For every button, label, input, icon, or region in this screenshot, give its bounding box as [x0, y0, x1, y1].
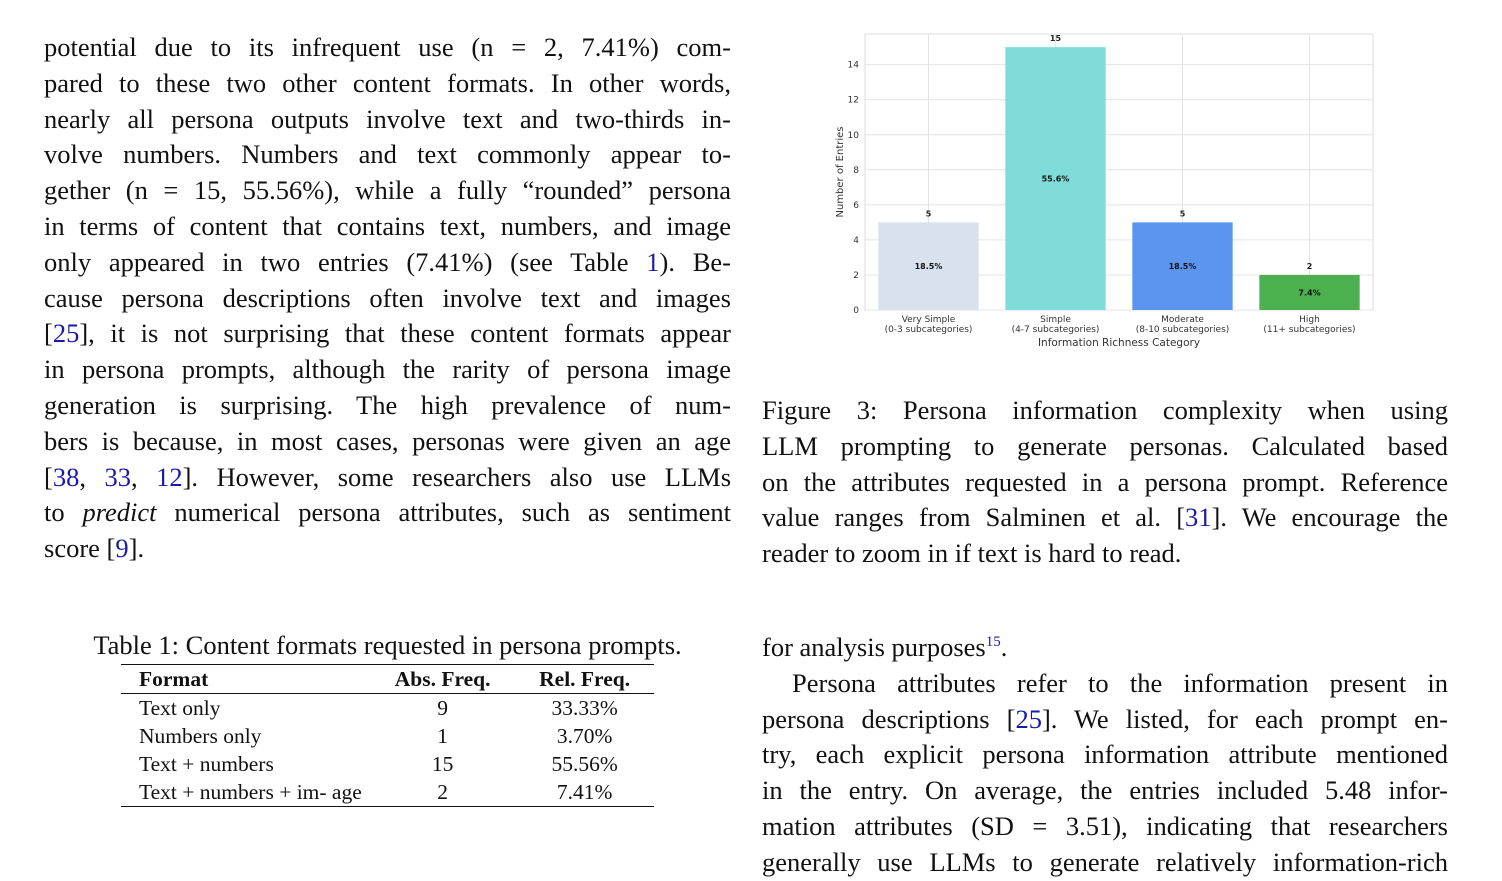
x-tick-label: Moderate [1161, 315, 1204, 325]
x-tick-label: (8-10 subcategories) [1135, 325, 1230, 335]
x-tick-label: Very Simple [901, 315, 956, 325]
text-line: in terms of content that contains text, numbers, and image [44, 210, 731, 241]
table-cell: Text only [139, 696, 221, 720]
table-cell: 33.33% [551, 696, 618, 720]
y-tick-label: 14 [847, 60, 859, 71]
table-cell: 9 [437, 696, 448, 720]
y-axis-label: Number of Entries [835, 126, 846, 218]
citation-link[interactable]: 12 [156, 461, 183, 492]
bar-value-label: 5 [1179, 209, 1186, 219]
x-tick-label: (0-3 subcategories) [884, 325, 973, 335]
text-line: volve numbers. Numbers and text commonly appear to- [44, 139, 731, 170]
x-tick-label: Simple [1040, 315, 1071, 325]
y-tick-label: 2 [853, 270, 859, 281]
text-line: gether (n = 15, 55.56%), while a fully “rounded” persona [44, 175, 731, 206]
text-line: for analysis purposes$^{15}$. [762, 632, 1008, 662]
text-line: [25], it is not surprising that these content formats appear [44, 318, 731, 349]
text-line: try, each explicit persona information attribute mentioned [762, 739, 1448, 770]
table-cell: 2 [437, 780, 448, 804]
bar-value-label: 2 [1306, 261, 1313, 271]
table-reference-link[interactable]: 1 [646, 246, 660, 277]
body-paragraph-right [762, 630, 1448, 881]
text-line: [38, 33, 12]. However, some researchers also use LLMs [44, 461, 732, 492]
y-tick-label: 8 [853, 165, 859, 176]
citation-link[interactable]: 33 [104, 461, 131, 492]
x-tick-label: (4-7 subcategories) [1011, 325, 1100, 335]
bar-percent-label: 55.6% [1041, 174, 1070, 184]
text-line: to predict numerical persona attributes, such as sentiment [44, 497, 731, 528]
text-line: cause persona descriptions often involve text and images [44, 282, 731, 313]
text-line: generally use LLMs to generate relatively information-rich [762, 846, 1448, 877]
caption-line: LLM prompting to generate personas. Calculated based [762, 430, 1448, 461]
plot-area [835, 34, 1373, 349]
text-line: bers is because, in most cases, personas were given an age [44, 425, 731, 456]
table-cell: Numbers only [139, 724, 262, 748]
y-tick-label: 10 [847, 130, 859, 141]
text-line: potential due to its infrequent use (n = 2, 7.41%) com- [44, 32, 731, 62]
body-paragraph-left [44, 30, 731, 567]
footnote-link[interactable]: 15 [985, 634, 1001, 651]
citation-link[interactable]: 38 [52, 461, 80, 492]
table-cell: 7.41% [556, 780, 613, 804]
x-axis-label: Information Richness Category [1037, 337, 1201, 349]
table-row [121, 722, 654, 750]
text-line: generation is surprising. The high prevalence of num- [44, 389, 731, 420]
citation-link[interactable]: 25 [52, 318, 80, 349]
caption-line: reader to zoom in if text is hard to read. [762, 538, 1182, 569]
table-header-row [121, 665, 654, 694]
caption-line: value ranges from Salminen et al. [31]. We encourage the [762, 502, 1449, 533]
y-tick-label: 0 [853, 306, 859, 316]
figure-caption [762, 393, 1448, 572]
bar-percent-label: 18.5% [914, 262, 943, 272]
table-cell: 3.70% [556, 724, 613, 748]
table-row [121, 778, 654, 807]
table-caption: Table 1: Content formats requested in persona prompts. [93, 630, 682, 660]
table-cell: 1 [437, 724, 448, 748]
caption-line: Figure 3: Persona information complexity when using [762, 395, 1448, 425]
column-header: Abs. Freq. [394, 667, 491, 691]
text-line: pared to these two other content formats. In other words, [44, 67, 731, 98]
table-cell: Text + numbers [139, 752, 274, 776]
text-line: Persona attributes refer to the information present in [792, 667, 1448, 698]
caption-line: on the attributes requested in a persona prompt. Reference [762, 466, 1448, 497]
column-header: Format [139, 667, 209, 691]
y-tick-label: 12 [847, 95, 859, 106]
table-row [121, 694, 654, 723]
citation-link[interactable]: 31 [1185, 502, 1212, 533]
x-tick-label: (11+ subcategories) [1263, 325, 1356, 335]
text-line: only appeared in two entries (7.41%) (see Table 1). Be- [44, 246, 731, 277]
bar-percent-label: 7.4% [1298, 288, 1321, 298]
y-tick-label: 6 [853, 200, 859, 211]
x-tick-label: High [1299, 315, 1320, 325]
text-line: in the entry. On average, the entries included 5.48 infor- [762, 775, 1448, 806]
text-line: mation attributes (SD = 3.51), indicating that researchers [762, 810, 1448, 841]
text-line: nearly all persona outputs involve text and two-thirds in- [44, 103, 731, 134]
column-header: Rel. Freq. [539, 667, 631, 691]
table-cell: 55.56% [551, 752, 618, 776]
text-line: persona descriptions [25]. We listed, for each prompt en- [762, 703, 1448, 734]
bar-value-label: 5 [925, 209, 932, 219]
bar-value-label: 15 [1049, 34, 1062, 44]
citation-link[interactable]: 9 [115, 533, 129, 564]
table-cell: 15 [431, 752, 454, 776]
y-tick-label: 4 [853, 235, 859, 246]
table-cell: Text + numbers + im- age [139, 780, 362, 804]
table-row [121, 750, 654, 778]
text-line: in persona prompts, although the rarity of persona image [44, 354, 731, 385]
bar-percent-label: 18.5% [1168, 262, 1197, 272]
content-formats-table [121, 664, 654, 807]
information-richness-bar-chart [826, 26, 1386, 356]
text-line: score [9]. [44, 533, 145, 564]
citation-link[interactable]: 25 [1015, 703, 1042, 734]
